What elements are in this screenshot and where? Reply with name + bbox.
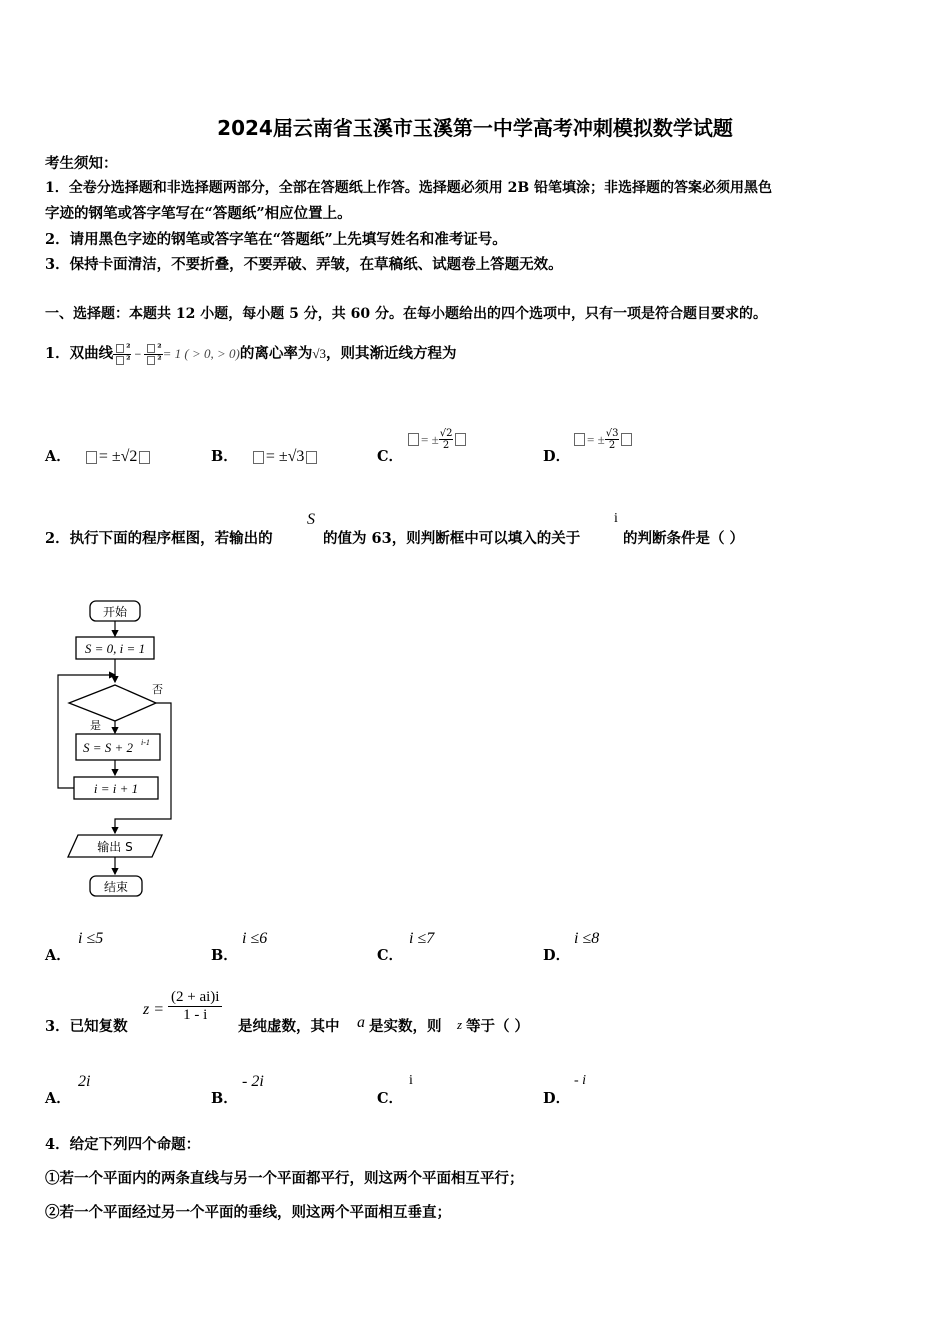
notice-heading: 考生须知： (45, 155, 118, 172)
question-3-var-z: z (457, 1017, 463, 1032)
flowchart-increment-label: i = i + 1 (93, 781, 139, 796)
hyperbola-term-2: $\frac{\text{²}}{\text{²}}$ (144, 343, 162, 366)
q2-option-a[interactable]: A． (45, 947, 71, 964)
question-3-prefix: 3．已知复数 (45, 1018, 128, 1035)
hyperbola-equation-right: = 1 ( > 0, > 0) (162, 346, 240, 361)
question-3-fraction (168, 989, 222, 1024)
q3-option-a[interactable]: A． (45, 1090, 71, 1107)
q1-option-c-expression (406, 428, 468, 451)
q2-option-d[interactable]: D． (543, 947, 571, 964)
proposition-1: ①若一个平面内的两条直线与另一个平面都平行，则这两个平面相互平行； (45, 1170, 524, 1187)
flowchart-yes-label: 是 (90, 719, 101, 732)
q2-option-b-expression: i ≤6 (242, 930, 268, 947)
proposition-2: ②若一个平面经过另一个平面的垂线，则这两个平面相互垂直； (45, 1204, 451, 1221)
placeholder-box (253, 451, 264, 464)
q3-option-a-expression: 2i (78, 1073, 91, 1090)
notice-item-1-line-2: 字迹的钢笔或答字笔写在“答题纸”相应位置上。 (45, 205, 352, 222)
question-3-suffix: 等于（ ） (466, 1018, 530, 1035)
notice-item-1-line-1: 1．全卷分选择题和非选择题两部分，全部在答题纸上作答。选择题必须用 2B 铅笔填涂；非选择题的答案必须用黑色 (45, 180, 773, 196)
option-sign: = ± (587, 432, 605, 447)
hyperbola-term-1: $\frac{\text{²}}{\text{²}}$ (113, 343, 131, 366)
placeholder-box (86, 451, 97, 464)
question-3-middle: 是纯虚数，其中 (238, 1018, 340, 1035)
q2-option-a-expression: i ≤5 (78, 930, 104, 947)
placeholder-box (306, 451, 317, 464)
flowchart-decision-node (69, 685, 156, 721)
option-fraction: $\frac{√2}{2}$ (439, 428, 453, 451)
placeholder-box (408, 433, 419, 446)
option-letter: C． (377, 448, 404, 465)
question-1: 1．双曲线 $\frac{\text{²}}{\text{²}}$ − $\frac{\text{²}}{\text{²}}$ = 1 ( > 0, > 0)的离心率为√3，则其渐近线方程为 (45, 342, 457, 366)
q1-option-a[interactable] (45, 445, 152, 466)
question-2-suffix: 的判断条件是（ ） (623, 530, 745, 547)
q1-option-c[interactable] (377, 445, 403, 466)
flowchart-no-arrow (115, 703, 171, 833)
question-2-var-s: S (307, 511, 315, 528)
fraction-denominator: 1 - i (183, 1007, 208, 1023)
placeholder-box (139, 451, 150, 464)
question-1-middle: 的离心率为 (239, 345, 313, 362)
flowchart-end-label: 结束 (103, 880, 129, 894)
fraction-numerator: (2 + ai)i (168, 989, 222, 1007)
option-expression: = ±√2 (98, 448, 138, 465)
question-3-middle-2: 是实数，则 (369, 1018, 442, 1035)
notice-item-2: 2．请用黑色字迹的钢笔或答字笔在“答题纸”上先填写姓名和准考证号。 (45, 231, 507, 248)
question-3-var-a: a (357, 1014, 365, 1031)
page-title: 2024届云南省玉溪市玉溪第一中学高考冲刺模拟数学试题 (217, 116, 733, 140)
question-2-middle: 的值为 63，则判断框中可以填入的关于 (323, 530, 581, 547)
question-1-suffix: ，则其渐近线方程为 (326, 345, 457, 362)
option-letter: B． (211, 448, 238, 465)
flowchart-body-exponent: i-1 (141, 738, 150, 747)
placeholder-box (455, 433, 466, 446)
q1-option-b[interactable] (211, 445, 319, 466)
question-2-prefix: 2．执行下面的程序框图，若输出的 (45, 530, 273, 547)
q2-option-d-expression: i ≤8 (574, 930, 600, 947)
question-4-prefix: 4．给定下列四个命题： (45, 1136, 201, 1153)
question-3-z-eq: z = (143, 1001, 165, 1018)
placeholder-box (574, 433, 585, 446)
flowchart-no-label: 否 (152, 683, 163, 696)
q3-option-d[interactable]: D． (543, 1090, 571, 1107)
flowchart-init-label: S = 0, i = 1 (84, 641, 146, 656)
flowchart-body-label: S = S + 2 (83, 740, 134, 755)
section-heading: 一、选择题：本题共 12 小题，每小题 5 分，共 60 分。在每小题给出的四个选项中，只有一项是符合题目要求的。 (45, 306, 767, 322)
notice-item-3: 3．保持卡面清洁，不要折叠，不要弄破、弄皱，在草稿纸、试题卷上答题无效。 (45, 256, 563, 273)
option-expression: = ±√3 (265, 448, 305, 465)
q2-option-c[interactable]: C． (377, 947, 404, 964)
option-sign: = ± (421, 432, 439, 447)
program-flowchart (50, 595, 190, 905)
question-1-prefix: 1．双曲线 (45, 345, 114, 362)
option-fraction: $\frac{√3}{2}$ (605, 428, 619, 451)
flowchart-start-label: 开始 (102, 605, 128, 619)
q2-option-c-expression: i ≤7 (409, 930, 435, 947)
q3-option-c-expression: i (409, 1073, 413, 1088)
option-letter: A． (45, 448, 71, 465)
q3-option-b[interactable]: B． (211, 1090, 238, 1107)
q1-option-d[interactable] (543, 445, 570, 466)
q1-option-d-expression (572, 428, 634, 451)
option-letter: D． (543, 448, 571, 465)
q3-option-c[interactable]: C． (377, 1090, 404, 1107)
eccentricity-value: √3 (312, 346, 327, 361)
q3-option-d-expression: - i (574, 1073, 587, 1088)
q3-option-b-expression: - 2i (242, 1073, 264, 1090)
flowchart-output-label: 输出 S (97, 840, 133, 854)
placeholder-box (621, 433, 632, 446)
q2-option-b[interactable]: B． (211, 947, 238, 964)
question-2-var-i: i (614, 511, 618, 526)
